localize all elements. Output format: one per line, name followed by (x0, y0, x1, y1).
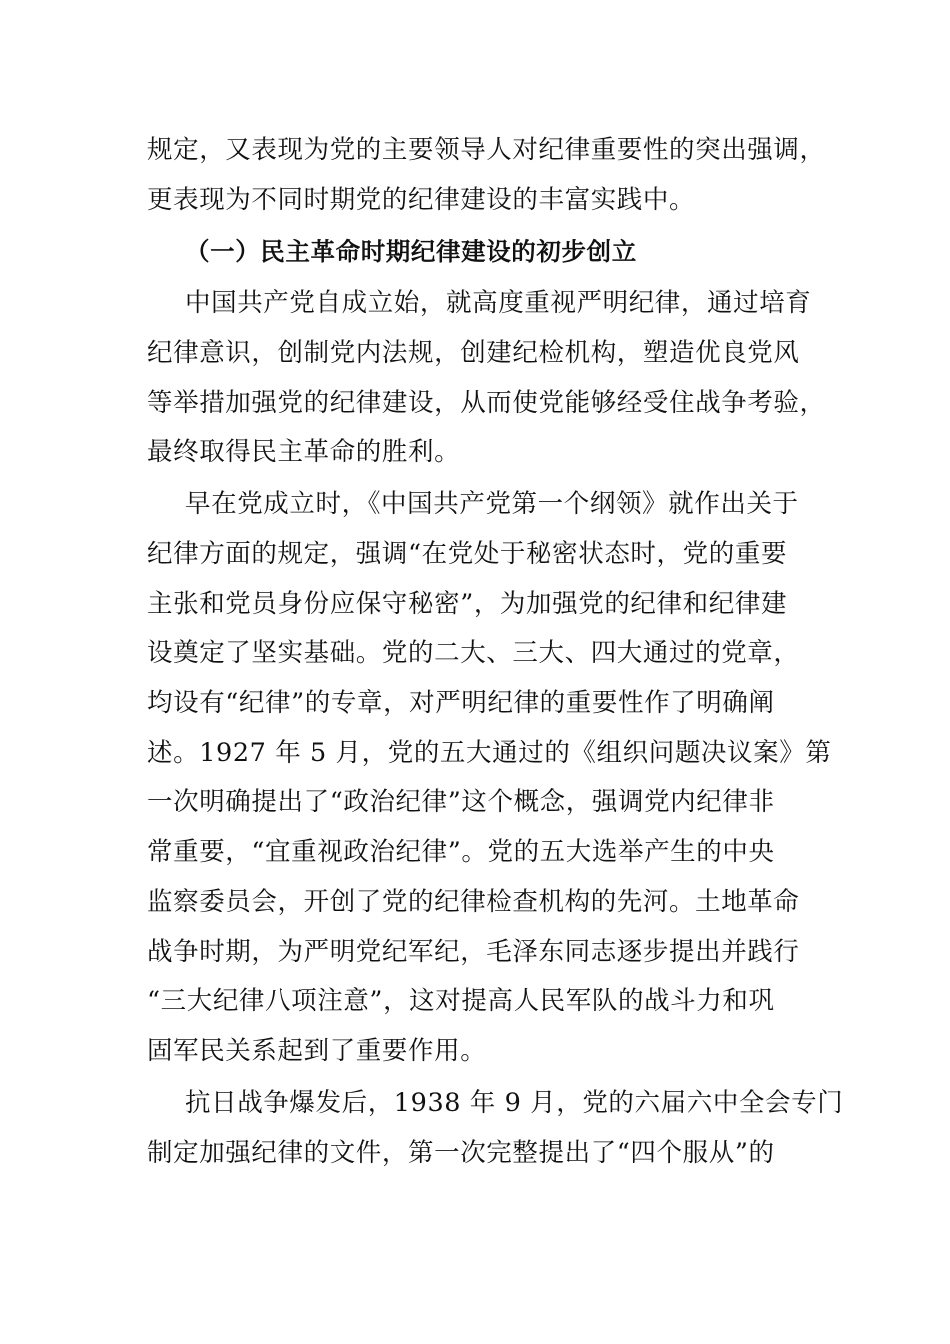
text-line: 纪律方面的规定，强调“在党处于秘密状态时，党的重要 (147, 539, 788, 569)
text-line: 监察委员会，开创了党的纪律检查机构的先河。土地革命 (147, 887, 800, 917)
text-line: 战争时期，为严明党纪军纪，毛泽东同志逐步提出并践行 (147, 937, 800, 967)
text-line: 设奠定了坚实基础。党的二大、三大、四大通过的党章， (147, 638, 800, 668)
text-line: 均设有“纪律”的专章，对严明纪律的重要性作了明确阐 (147, 688, 775, 718)
text-line: 最终取得民主革命的胜利。 (147, 437, 461, 467)
text-line: 纪律意识，创制党内法规，创建纪检机构，塑造优良党风 (147, 338, 800, 368)
text-line: 更表现为不同时期党的纪律建设的丰富实践中。 (147, 185, 696, 215)
paragraph-first-line: 抗日战争爆发后，1938 年 9 月，党的六届六中全会专门 (185, 1088, 844, 1118)
text-line: “三大纪律八项注意”，这对提高人民军队的战斗力和巩 (147, 986, 775, 1016)
text-line: 固军民关系起到了重要作用。 (147, 1036, 487, 1066)
text-line: 等举措加强党的纪律建设，从而使党能够经受住战争考验， (147, 388, 826, 418)
section-heading: （一）民主革命时期纪律建设的初步创立 (185, 237, 637, 266)
text-line: 述。1927 年 5 月，党的五大通过的《组织问题决议案》第 (147, 738, 832, 768)
paragraph-first-line: 中国共产党自成立始，就高度重视严明纪律，通过培育 (185, 288, 812, 318)
text-line: 规定，又表现为党的主要领导人对纪律重要性的突出强调， (147, 135, 826, 165)
text-line: 主张和党员身份应保守秘密”，为加强党的纪律和纪律建 (147, 589, 788, 619)
text-line: 一次明确提出了“政治纪律”这个概念，强调党内纪律非 (147, 787, 775, 817)
text-line: 制定加强纪律的文件，第一次完整提出了“四个服从”的 (147, 1138, 775, 1168)
text-line: 常重要，“宜重视政治纪律”。党的五大选举产生的中央 (147, 837, 775, 867)
paragraph-first-line: 早在党成立时，《中国共产党第一个纲领》就作出关于 (185, 489, 799, 519)
